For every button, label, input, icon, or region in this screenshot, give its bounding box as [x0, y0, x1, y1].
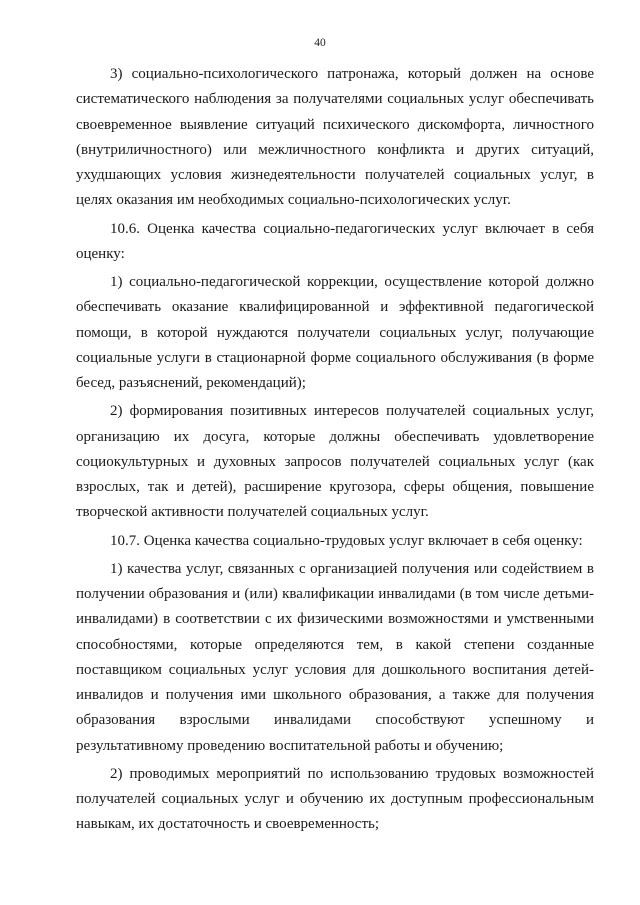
- paragraph-section-10-7-heading: 10.7. Оценка качества социально-трудовых услуг включает в себя оценку:: [110, 532, 583, 549]
- paragraph-item-1-pedagogical-correction: 1) социально-педагогической коррекции, осуществление которой должно обеспечивать оказание квалифицированной и эффективной педагогической помощи, в которой нуждаются получатели социальных услуг, получающие социальные услуги в стационарной форме социального обслуживания (в форме бесед, разъяснений, рекомендаций);: [76, 273, 594, 392]
- paragraph-item-2-labor-activities: 2) проводимых мероприятий по использованию трудовых возможностей получателей социальных услуг и обучению их доступным профессиональным навыкам, их достаточность и своевременность;: [76, 765, 594, 833]
- document-body: [76, 62, 594, 840]
- paragraph-item-2-positive-interests: 2) формирования позитивных интересов получателей социальных услуг, организацию их досуга, которые должны обеспечивать удовлетворение социокультурных и духовных запросов получателей социальных услуг (как взрослых, так и детей), расширение кругозора, сферы общения, повышение творческой активности получателей социальных услуг.: [76, 403, 594, 521]
- paragraph-item-1-education-quality: 1) качества услуг, связанных с организацией получения или содействием в получении образования и (или) квалификации инвалидами (в том числе детьми-инвалидами) в соответствии с их физическими возможностями и умственными способностями, которые определяются тем, в какой степени созданные поставщиком социальных услуг условия для дошкольного воспитания детей-инвалидов и получения ими школьного образования, а также для получения образования взрослыми инвалидами способствуют успешному и результативному проведению воспитательной работы и обучению;: [76, 560, 594, 754]
- paragraph-section-10-6-heading: 10.6. Оценка качества социально-педагогических услуг включает в себя оценку:: [76, 220, 594, 262]
- page-number: 40: [314, 37, 326, 49]
- paragraph-item-3-psychological-patronage: 3) социально-психологического патронажа, который должен на основе систематического наблюдения за получателями социальных услуг обеспечивать своевременное выявление ситуаций психического дискомфорта, личностного (внутриличностного) или межличностного конфликта и других ситуаций, ухудшающих условия жизнедеятельности получателей социальных услуг, в целях оказания им необходимых социально-психологических услуг.: [76, 66, 594, 209]
